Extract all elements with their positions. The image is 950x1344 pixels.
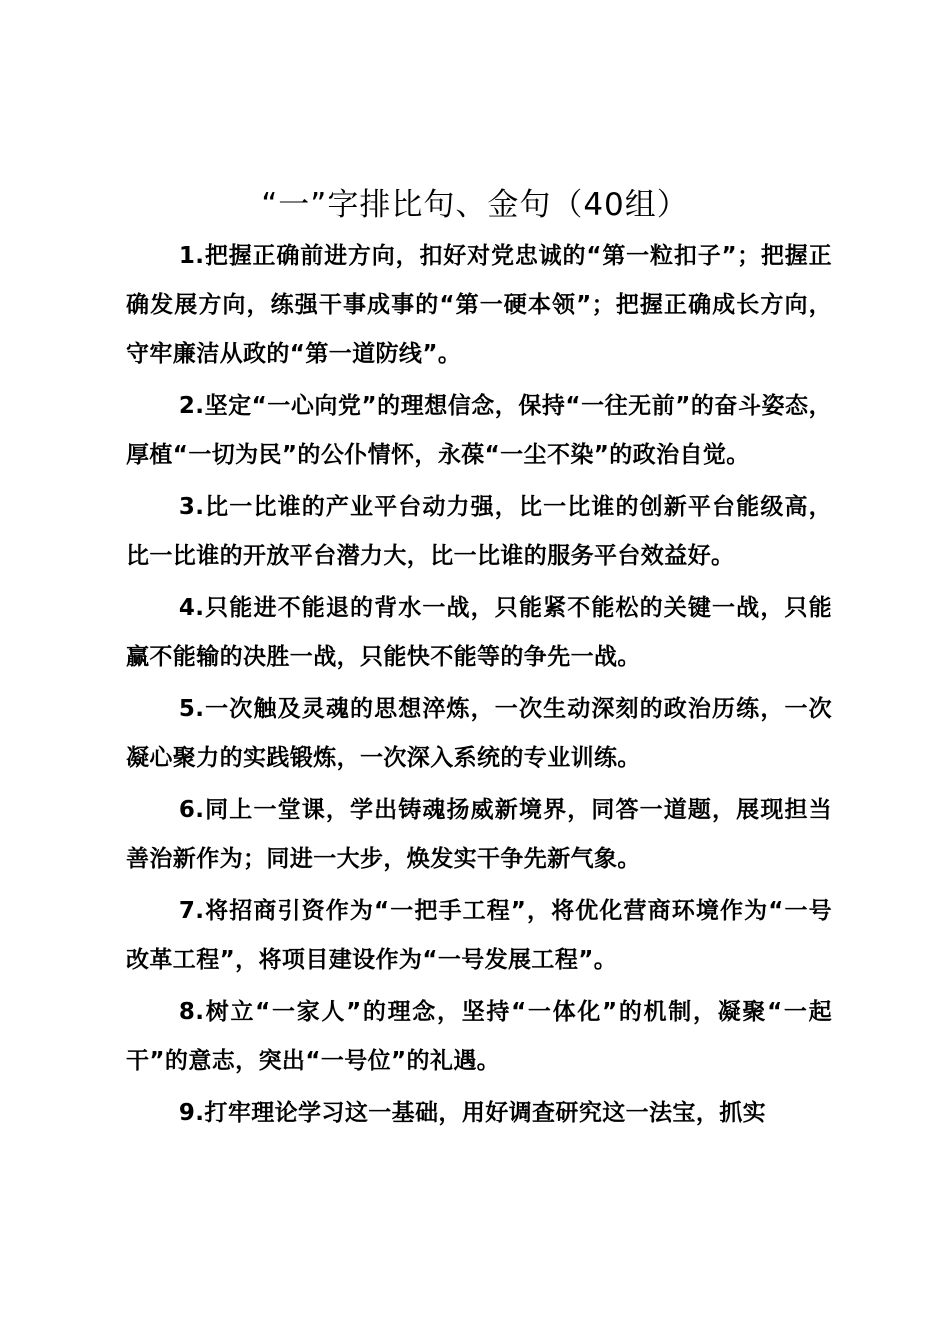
document-title: “一”字排比句、金句（40组） (261, 187, 689, 223)
paragraph-2: 2.坚定“一心向党”的理想信念，保持“一往无前”的奋斗姿态，厚植“一切为民”的公仆情怀，永葆“一尘不染”的政治自觉。 (126, 393, 832, 468)
document-body (126, 232, 832, 1141)
paragraph-9: 9.打牢理论学习这一基础，用好调查研究这一法宝，抓实 (178, 1100, 767, 1126)
paragraph-3: 3.比一比谁的产业平台动力强，比一比谁的创新平台能级高，比一比谁的开放平台潜力大，比一比谁的服务平台效益好。 (126, 494, 832, 569)
paragraph-5: 5.一次触及灵魂的思想淬炼，一次生动深刻的政治历练，一次凝心聚力的实践锻炼，一次深入系统的专业训练。 (126, 696, 832, 771)
paragraph-1: 1.把握正确前进方向，扣好对党忠诚的“第一粒扣子”；把握正确发展方向，练强干事成事的“第一硬本领”；把握正确成长方向，守牢廉洁从政的“第一道防线”。 (126, 243, 832, 367)
paragraph-6: 6.同上一堂课，学出铸魂扬威新境界，同答一道题，展现担当善治新作为；同进一大步，焕发实干争先新气象。 (126, 797, 832, 872)
paragraph-4: 4.只能进不能退的背水一战，只能紧不能松的关键一战，只能赢不能输的决胜一战，只能快不能等的争先一战。 (126, 595, 832, 670)
paragraph-8: 8.树立“一家人”的理念，坚持“一体化”的机制，凝聚“一起干”的意志，突出“一号位”的礼遇。 (126, 999, 832, 1074)
paragraph-7: 7.将招商引资作为“一把手工程”，将优化营商环境作为“一号改革工程”，将项目建设作为“一号发展工程”。 (126, 898, 832, 973)
